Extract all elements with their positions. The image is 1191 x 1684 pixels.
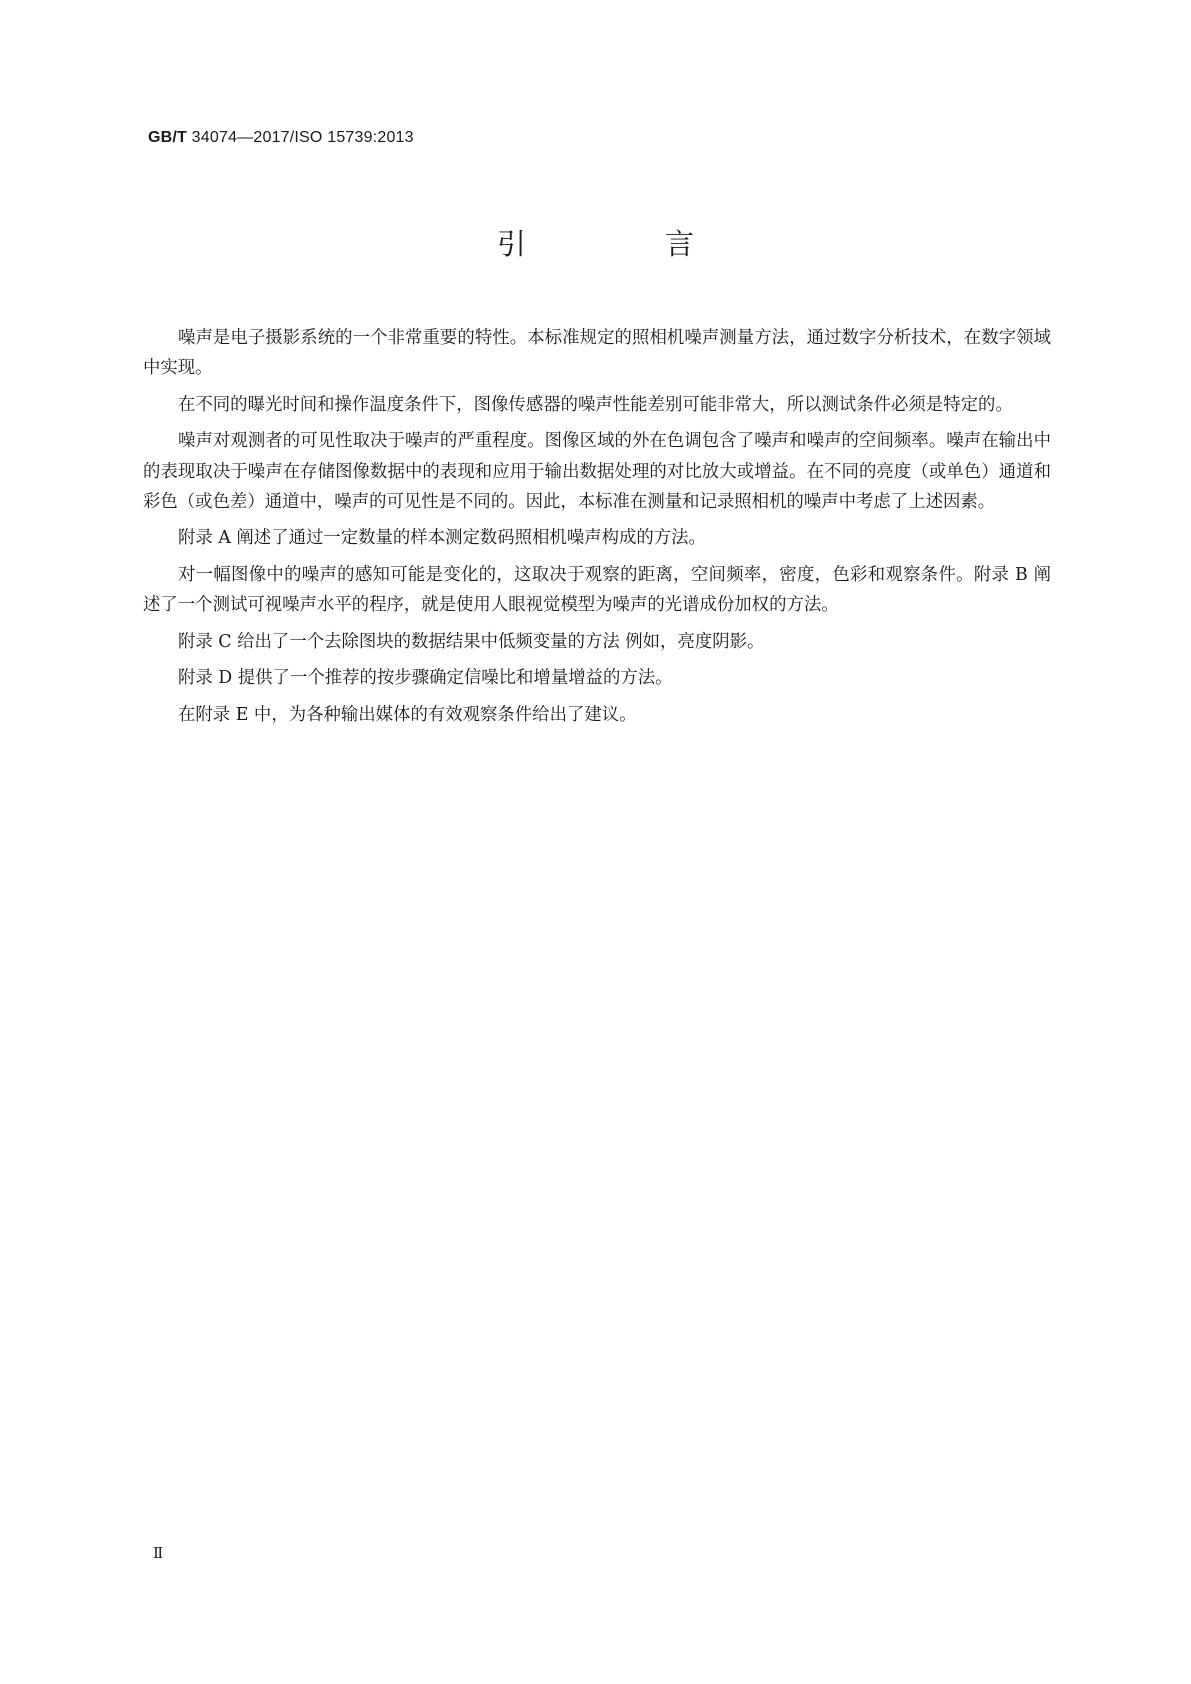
paragraph-7: 附录 D 提供了一个推荐的按步骤确定信噪比和增量增益的方法。 <box>178 668 673 689</box>
page-number: Ⅱ <box>153 1544 164 1562</box>
standard-code: GB/T <box>148 129 188 146</box>
page-title: 引 言 <box>496 227 749 261</box>
paragraph-3: 噪声对观测者的可见性取决于噪声的严重程度。图像区域的外在色调包含了噪声和噪声的空间频率。噪声在输出中的表现取决于噪声在存储图像数据中的表现和应用于输出数据处理的对比放大或增益。在不同的亮度（或单色）通道和彩色（或色差）通道中，噪声的可见性是不同的。因此，本标准在测量和记录照相机的噪声中考虑了上述因素。 <box>143 431 1051 512</box>
paragraph-1: 噪声是电子摄影系统的一个非常重要的特性。本标准规定的照相机噪声测量方法，通过数字分析技术，在数字领域中实现。 <box>143 328 1051 379</box>
paragraph-6: 附录 C 给出了一个去除图块的数据结果中低频变量的方法 例如，亮度阴影。 <box>178 631 765 652</box>
paragraph-5: 对一幅图像中的噪声的感知可能是变化的，这取决于观察的距离，空间频率，密度，色彩和观察条件。附录 B 阐述了一个测试可视噪声水平的程序，就是使用人眼视觉模型为噪声的光谱成份加权的方法。 <box>143 564 1051 616</box>
paragraph-4: 附录 A 阐述了通过一定数量的样本测定数码照相机噪声构成的方法。 <box>178 528 706 549</box>
introduction-body <box>143 323 1051 736</box>
standard-number: 34074—2017/ISO 15739:2013 <box>187 129 414 146</box>
document-header <box>148 127 414 147</box>
paragraph-8: 在附录 E 中，为各种输出媒体的有效观察条件给出了建议。 <box>178 704 637 725</box>
paragraph-2: 在不同的曝光时间和操作温度条件下，图像传感器的噪声性能差别可能非常大，所以测试条件必须是特定的。 <box>178 394 1013 415</box>
